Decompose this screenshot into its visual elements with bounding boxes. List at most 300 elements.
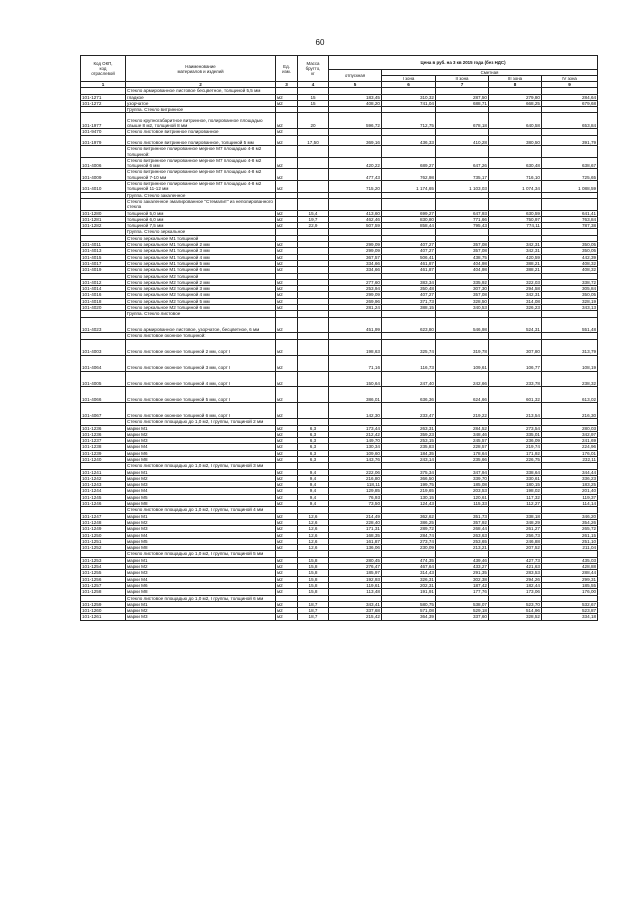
unit-cell: м2 [276,317,298,333]
mass-cell: 6,3 [298,438,329,444]
name-cell: Стекло армированное листовое, узорчатое, бесцветное, 6 мм [126,317,276,333]
price-cell: 307,30 [436,286,489,292]
price-cell: 461,87 [382,260,436,266]
price-cell: 1 174,65 [382,181,436,193]
price-cell: 108,19 [542,355,598,371]
code-cell: 101-1245 [81,494,126,500]
name-cell: марки М8 [126,457,276,463]
unit-cell: м2 [276,260,298,266]
code-cell: 101-4010 [81,181,126,193]
unit-cell: м2 [276,438,298,444]
price-cell: 624,66 [436,387,489,403]
group-title: Группа. Стекло зеркальное [126,229,276,235]
name-cell: марки М3 [126,482,276,488]
price-cell: 143,76 [329,457,382,463]
unit-cell: м2 [276,216,298,222]
price-cell: 216,30 [542,403,598,419]
name-cell: марки М2 [126,564,276,570]
price-cell: 213,54 [489,403,542,419]
price-cell: 150,64 [329,371,382,387]
code-cell: 101-1260 [81,608,126,614]
unit-cell: м2 [276,223,298,229]
name-cell: марки М2 [126,431,276,437]
table-row [81,317,598,333]
table-row [81,614,598,620]
price-cell: 161,87 [329,538,382,544]
name-cell: марки М4 [126,532,276,538]
price-cell: 774,11 [489,223,542,229]
price-cell: 117,32 [489,494,542,500]
price-cell: 328,19 [542,298,598,304]
price-cell: 336,23 [542,475,598,481]
mass-cell [298,339,329,355]
price-cell: 283,53 [489,570,542,576]
price-cell: 253,65 [436,538,489,544]
unit-cell: м2 [276,576,298,582]
mass-cell: 15,8 [298,589,329,595]
code-cell: 101-4005 [81,371,126,387]
price-cell: 369,16 [329,135,382,146]
name-cell: марки М5 [126,494,276,500]
price-cell: 183,25 [542,482,598,488]
price-cell: 246,88 [489,538,542,544]
mass-cell: 18,7 [298,614,329,620]
code-cell: 101-1258 [81,589,126,595]
table-row [81,371,598,387]
mass-cell [298,169,329,181]
price-cell: 342,31 [489,248,542,254]
price-cell: 142,30 [329,403,382,419]
name-cell: толщиной 5,0 мм [126,210,276,216]
price-cell: 236,09 [489,438,542,444]
price-cell: 310,32 [382,94,436,100]
unit-cell: м2 [276,242,298,248]
price-cell: 313,79 [542,339,598,355]
price-cell: 366,50 [382,475,436,481]
unit-cell: м2 [276,157,298,169]
price-cell: 187,42 [436,582,489,588]
name-cell: марки М6 [126,582,276,588]
price-cell: 171,31 [329,526,382,532]
price-cell: 357,08 [436,242,489,248]
price-cell: 442,39 [542,254,598,260]
price-cell: 388,21 [489,267,542,273]
price-cell: 546,98 [436,317,489,333]
mass-cell: 12,6 [298,532,329,538]
price-cell: 601,32 [489,387,542,403]
mass-cell [298,181,329,193]
price-cell: 1 074,34 [489,181,542,193]
price-cell: 532,67 [542,601,598,607]
price-cell: 215,42 [329,614,382,620]
price-cell: 326,31 [382,576,436,582]
price-cell: 335,01 [489,431,542,437]
price-cell: 388,21 [489,260,542,266]
col-index: 2 [126,82,276,88]
price-cell: 113,48 [329,589,382,595]
name-cell: Стекло зеркальное М1 толщиной 5 мм [126,260,276,266]
empty-cell [276,146,298,158]
name-cell: марки М1 [126,425,276,431]
price-cell: 383,34 [382,279,436,285]
empty-cell [382,146,436,158]
price-cell: 178,64 [436,450,489,456]
mass-cell [298,317,329,333]
price-cell: 763,84 [542,216,598,222]
code-cell: 101-1979 [81,135,126,146]
name-cell: Стекло витринное полированное мерное М7 площадью 4-8 м2 толщиной 11-12 мм [126,181,276,193]
name-cell: гладкое [126,94,276,100]
price-cell: 741,04 [382,100,436,106]
unit-cell: м2 [276,557,298,563]
mass-cell: 6,3 [298,431,329,437]
mass-cell: 12,6 [298,538,329,544]
price-cell: 294,58 [489,286,542,292]
price-cell: 647,93 [436,210,489,216]
empty-cell [298,198,329,210]
name-cell: марки М2 [126,608,276,614]
header-zone-4: IV зона [542,76,598,82]
code-cell: 101-1257 [81,582,126,588]
name-cell: Стекло листовое оконное толщиной 4 мм, сорт I [126,371,276,387]
price-cell: 124,43 [382,501,436,507]
code-cell: 101-1237 [81,438,126,444]
code-cell: 101-1236 [81,431,126,437]
price-cell: 182,44 [489,582,542,588]
group-title: Стекло листовое площадью до 1,0 м2, I группы, толщиной 5 мм [126,551,276,557]
col-index: 7 [436,82,489,88]
price-cell: 191,91 [382,589,436,595]
price-cell: 211,04 [542,545,598,551]
price-cell: 451,99 [329,317,382,333]
price-cell: 354,26 [542,519,598,525]
unit-cell: м2 [276,450,298,456]
empty-cell [489,198,542,210]
price-cell: 386,01 [329,387,382,403]
code-cell: 101-1259 [81,601,126,607]
price-cell: 230,09 [382,545,436,551]
page-number: 60 [315,38,325,47]
code-cell: 101-4018 [81,298,126,304]
unit-cell: м2 [276,475,298,481]
price-cell: 343,13 [542,304,598,310]
code-cell: 101-9470 [81,129,126,135]
price-cell: 334,66 [329,267,382,273]
price-cell: 391,79 [542,135,598,146]
price-cell: 596,72 [329,113,382,129]
mass-cell: 12,6 [298,513,329,519]
table-row [81,355,598,371]
price-cell: 506,41 [382,254,436,260]
mass-cell [298,371,329,387]
price-cell: 114,14 [542,501,598,507]
header-mass: Масса брутто, кг [298,56,329,82]
code-cell: 101-4023 [81,317,126,333]
price-cell: 171,92 [489,450,542,456]
header-selling: отпускная [329,70,382,82]
unit-cell: м2 [276,248,298,254]
name-cell: марки М4 [126,444,276,450]
price-cell: 342,31 [489,242,542,248]
price-cell: 348,29 [489,519,542,525]
price-cell: 216,80 [329,475,382,481]
unit-cell: м2 [276,614,298,620]
group-title: Стекло витринное полированное мерное М7 площадью 4-8 м2 толщиной: [126,146,276,158]
name-cell: узорчатое [126,100,276,106]
price-cell: 294,26 [489,576,542,582]
price-cell: 112,27 [489,501,542,507]
code-cell: 101-1248 [81,519,126,525]
price-cell: 571,08 [382,608,436,614]
name-cell: марки М3 [126,614,276,620]
group-title: Стекло зеркальное М2 толщиной [126,273,276,279]
code-cell: 101-1977 [81,113,126,129]
table-body [81,88,598,620]
price-cell: 407,27 [382,242,436,248]
price-cell: 716,10 [489,169,542,181]
price-cell: 273,74 [382,538,436,544]
price-cell: 362,62 [382,513,436,519]
price-cell: 201,40 [542,488,598,494]
mass-cell: 18,7 [298,601,329,607]
price-cell: 339,70 [436,475,489,481]
group-title: Стекло листовое площадью до 1,0 м2, I группы, толщиной 4 мм [126,507,276,513]
empty-cell [542,198,598,210]
name-cell: марки М1 [126,601,276,607]
unit-cell: м2 [276,181,298,193]
price-cell: 689,27 [382,157,436,169]
code-cell: 101-1272 [81,100,126,106]
price-cell: 328,52 [489,614,542,620]
price-cell: 247,40 [382,371,436,387]
price-cell: 538,07 [436,601,489,607]
unit-cell: м2 [276,457,298,463]
price-cell: 302,38 [436,576,489,582]
group-title: Группа. Стекло витринное [126,107,276,113]
name-cell: Стекло витринное полированное мерное М7 площадью 4-8 м2 толщиной 6 мм [126,157,276,169]
price-cell: 529,18 [436,608,489,614]
mass-cell: 15,8 [298,576,329,582]
price-cell: 149,70 [329,438,382,444]
code-cell: 101-4016 [81,292,126,298]
price-cell: 192,93 [329,576,382,582]
unit-cell: м2 [276,279,298,285]
table-row [81,157,598,169]
code-cell: 101-1240 [81,457,126,463]
table-row [81,113,598,129]
group-row [81,146,598,158]
price-cell: 265,72 [542,526,598,532]
price-cell: 636,36 [382,387,436,403]
code-cell: 101-1282 [81,223,126,229]
unit-cell: м2 [276,494,298,500]
name-cell: марки М4 [126,488,276,494]
group-title: Стекло листовое площадью до 1,0 м2, I группы, толщиной 6 мм [126,595,276,601]
code-cell: 101-1236 [81,425,126,431]
price-cell: 427,73 [489,557,542,563]
code-cell: 101-1256 [81,576,126,582]
price-cell: 715,20 [329,181,382,193]
name-cell: марки М1 [126,513,276,519]
price-cell: 344,44 [542,469,598,475]
mass-cell: 15 [298,94,329,100]
group-row [81,198,598,210]
price-cell: 668,25 [489,100,542,106]
price-cell: 238,32 [542,371,598,387]
unit-cell: м2 [276,339,298,355]
unit-cell: м2 [276,564,298,570]
code-cell [81,198,126,210]
header-estimate: Сметная [382,70,598,76]
name-cell: толщиной 7,5 мм [126,223,276,229]
table-row [81,169,598,181]
code-cell [81,146,126,158]
unit-cell: м2 [276,387,298,403]
price-cell: 307,80 [489,339,542,355]
price-cell: 408,32 [542,260,598,266]
code-cell: 101-4015 [81,254,126,260]
unit-cell: м2 [276,501,298,507]
price-cell: 199,75 [382,482,436,488]
name-cell: марки М3 [126,570,276,576]
unit-cell: м2 [276,210,298,216]
price-cell: 284,74 [382,532,436,538]
name-cell: Стекло зеркальное М1 толщиной 6 мм [126,267,276,273]
price-cell: 228,40 [329,519,382,525]
unit-cell: м2 [276,169,298,181]
price-cell: 276,47 [329,564,382,570]
price-cell: 407,27 [382,292,436,298]
name-cell: Стекло зеркальное М2 толщиной 6 мм [126,304,276,310]
price-cell: 241,69 [542,438,598,444]
col-index: 3 [276,82,298,88]
price-cell: 462,46 [329,216,382,222]
price-cell: 251,10 [542,538,598,544]
price-cell: 212,42 [329,431,382,437]
price-cell: 436,33 [382,135,436,146]
price-cell: 136,06 [329,545,382,551]
price-cell: 653,84 [542,113,598,129]
unit-cell: м2 [276,286,298,292]
price-cell: 523,70 [489,601,542,607]
price-cell: 771,66 [436,216,489,222]
code-cell: 101-4003 [81,339,126,355]
mass-cell: 12,6 [298,519,329,525]
price-cell: 334,66 [329,260,382,266]
empty-cell [542,146,598,158]
price-cell: 346,20 [542,513,598,519]
name-cell: марки М3 [126,438,276,444]
price-cell: 325,74 [382,339,436,355]
price-cell: 371,73 [382,298,436,304]
header-zone-2: II зона [436,76,489,82]
code-cell: 101-4009 [81,169,126,181]
price-cell: 679,68 [542,100,598,106]
mass-cell: 6,3 [298,444,329,450]
unit-cell: м2 [276,526,298,532]
unit-cell: м2 [276,570,298,576]
group-title: Стекло закаленное эмалированное "Стемалит" из неполированного стекла [126,198,276,210]
code-cell: 101-4011 [81,242,126,248]
mass-cell: 12,6 [298,526,329,532]
unit-cell: м2 [276,135,298,146]
price-cell: 184,35 [382,450,436,456]
price-cell: 699,27 [382,210,436,216]
price-cell: 219,74 [489,444,542,450]
price-cell: 253,15 [382,438,436,444]
name-cell: марки М2 [126,519,276,525]
price-cell: 688,71 [436,100,489,106]
code-cell: 101-1254 [81,564,126,570]
unit-cell: м2 [276,545,298,551]
price-cell: 119,37 [542,494,598,500]
code-cell: 101-1250 [81,532,126,538]
price-cell: 514,96 [489,608,542,614]
code-cell: 101-1280 [81,210,126,216]
code-cell: 101-4012 [81,279,126,285]
name-cell: Стекло витринное полированное мерное М7 площадью 4-8 м2 толщиной 7-10 мм [126,169,276,181]
price-cell: 268,44 [436,526,489,532]
name-cell: марки М1 [126,557,276,563]
price-cell: 375,34 [382,469,436,475]
price-cell: 350,05 [542,242,598,248]
price-cell: 338,18 [489,513,542,519]
name-cell: марки М8 [126,501,276,507]
price-cell: 580,75 [382,601,436,607]
unit-cell: м2 [276,488,298,494]
price-cell: 348,46 [436,431,489,437]
price-cell: 226,75 [489,457,542,463]
price-cell: 280,03 [542,425,598,431]
price-cell: 641,41 [542,210,598,216]
price-cell: 735,17 [436,169,489,181]
price-cell: 420,22 [329,157,382,169]
price-cell: 109,61 [436,355,489,371]
name-cell: толщиной 6,0 мм [126,216,276,222]
code-cell: 101-1281 [81,216,126,222]
mass-cell: 20 [298,113,329,129]
unit-cell: м2 [276,601,298,607]
empty-cell [489,146,542,158]
price-cell: 176,00 [542,589,598,595]
unit-cell: м2 [276,582,298,588]
table-row [81,403,598,419]
mass-cell: 15,8 [298,582,329,588]
code-cell: 101-1238 [81,444,126,450]
price-cell: 1 103,03 [436,181,489,193]
price-cell: 350,48 [382,286,436,292]
mass-cell: 6,3 [298,457,329,463]
mass-cell: 9,4 [298,475,329,481]
group-title: Стекло армированное листовое бесцветное, толщиной 5,5 мм [126,88,276,94]
price-cell: 404,98 [436,267,489,273]
name-cell: Стекло листовое витринное полированное, толщиной 5 мм [126,135,276,146]
mass-cell: 9,4 [298,488,329,494]
code-cell: 101-1251 [81,538,126,544]
name-cell: Стекло зеркальное М1 толщиной 2 мм [126,242,276,248]
mass-cell: 9,4 [298,501,329,507]
price-cell: 386,25 [382,519,436,525]
price-cell: 235,83 [382,444,436,450]
price-cell: 185,97 [329,570,382,576]
group-title: Стекло листовое оконное толщиной: [126,333,276,339]
price-cell: 334,18 [542,614,598,620]
price-cell: 109,60 [329,450,382,456]
name-cell: марки М1 [126,469,276,475]
price-cell: 340,53 [436,304,489,310]
price-cell: 319,78 [436,339,489,355]
unit-cell: м2 [276,371,298,387]
